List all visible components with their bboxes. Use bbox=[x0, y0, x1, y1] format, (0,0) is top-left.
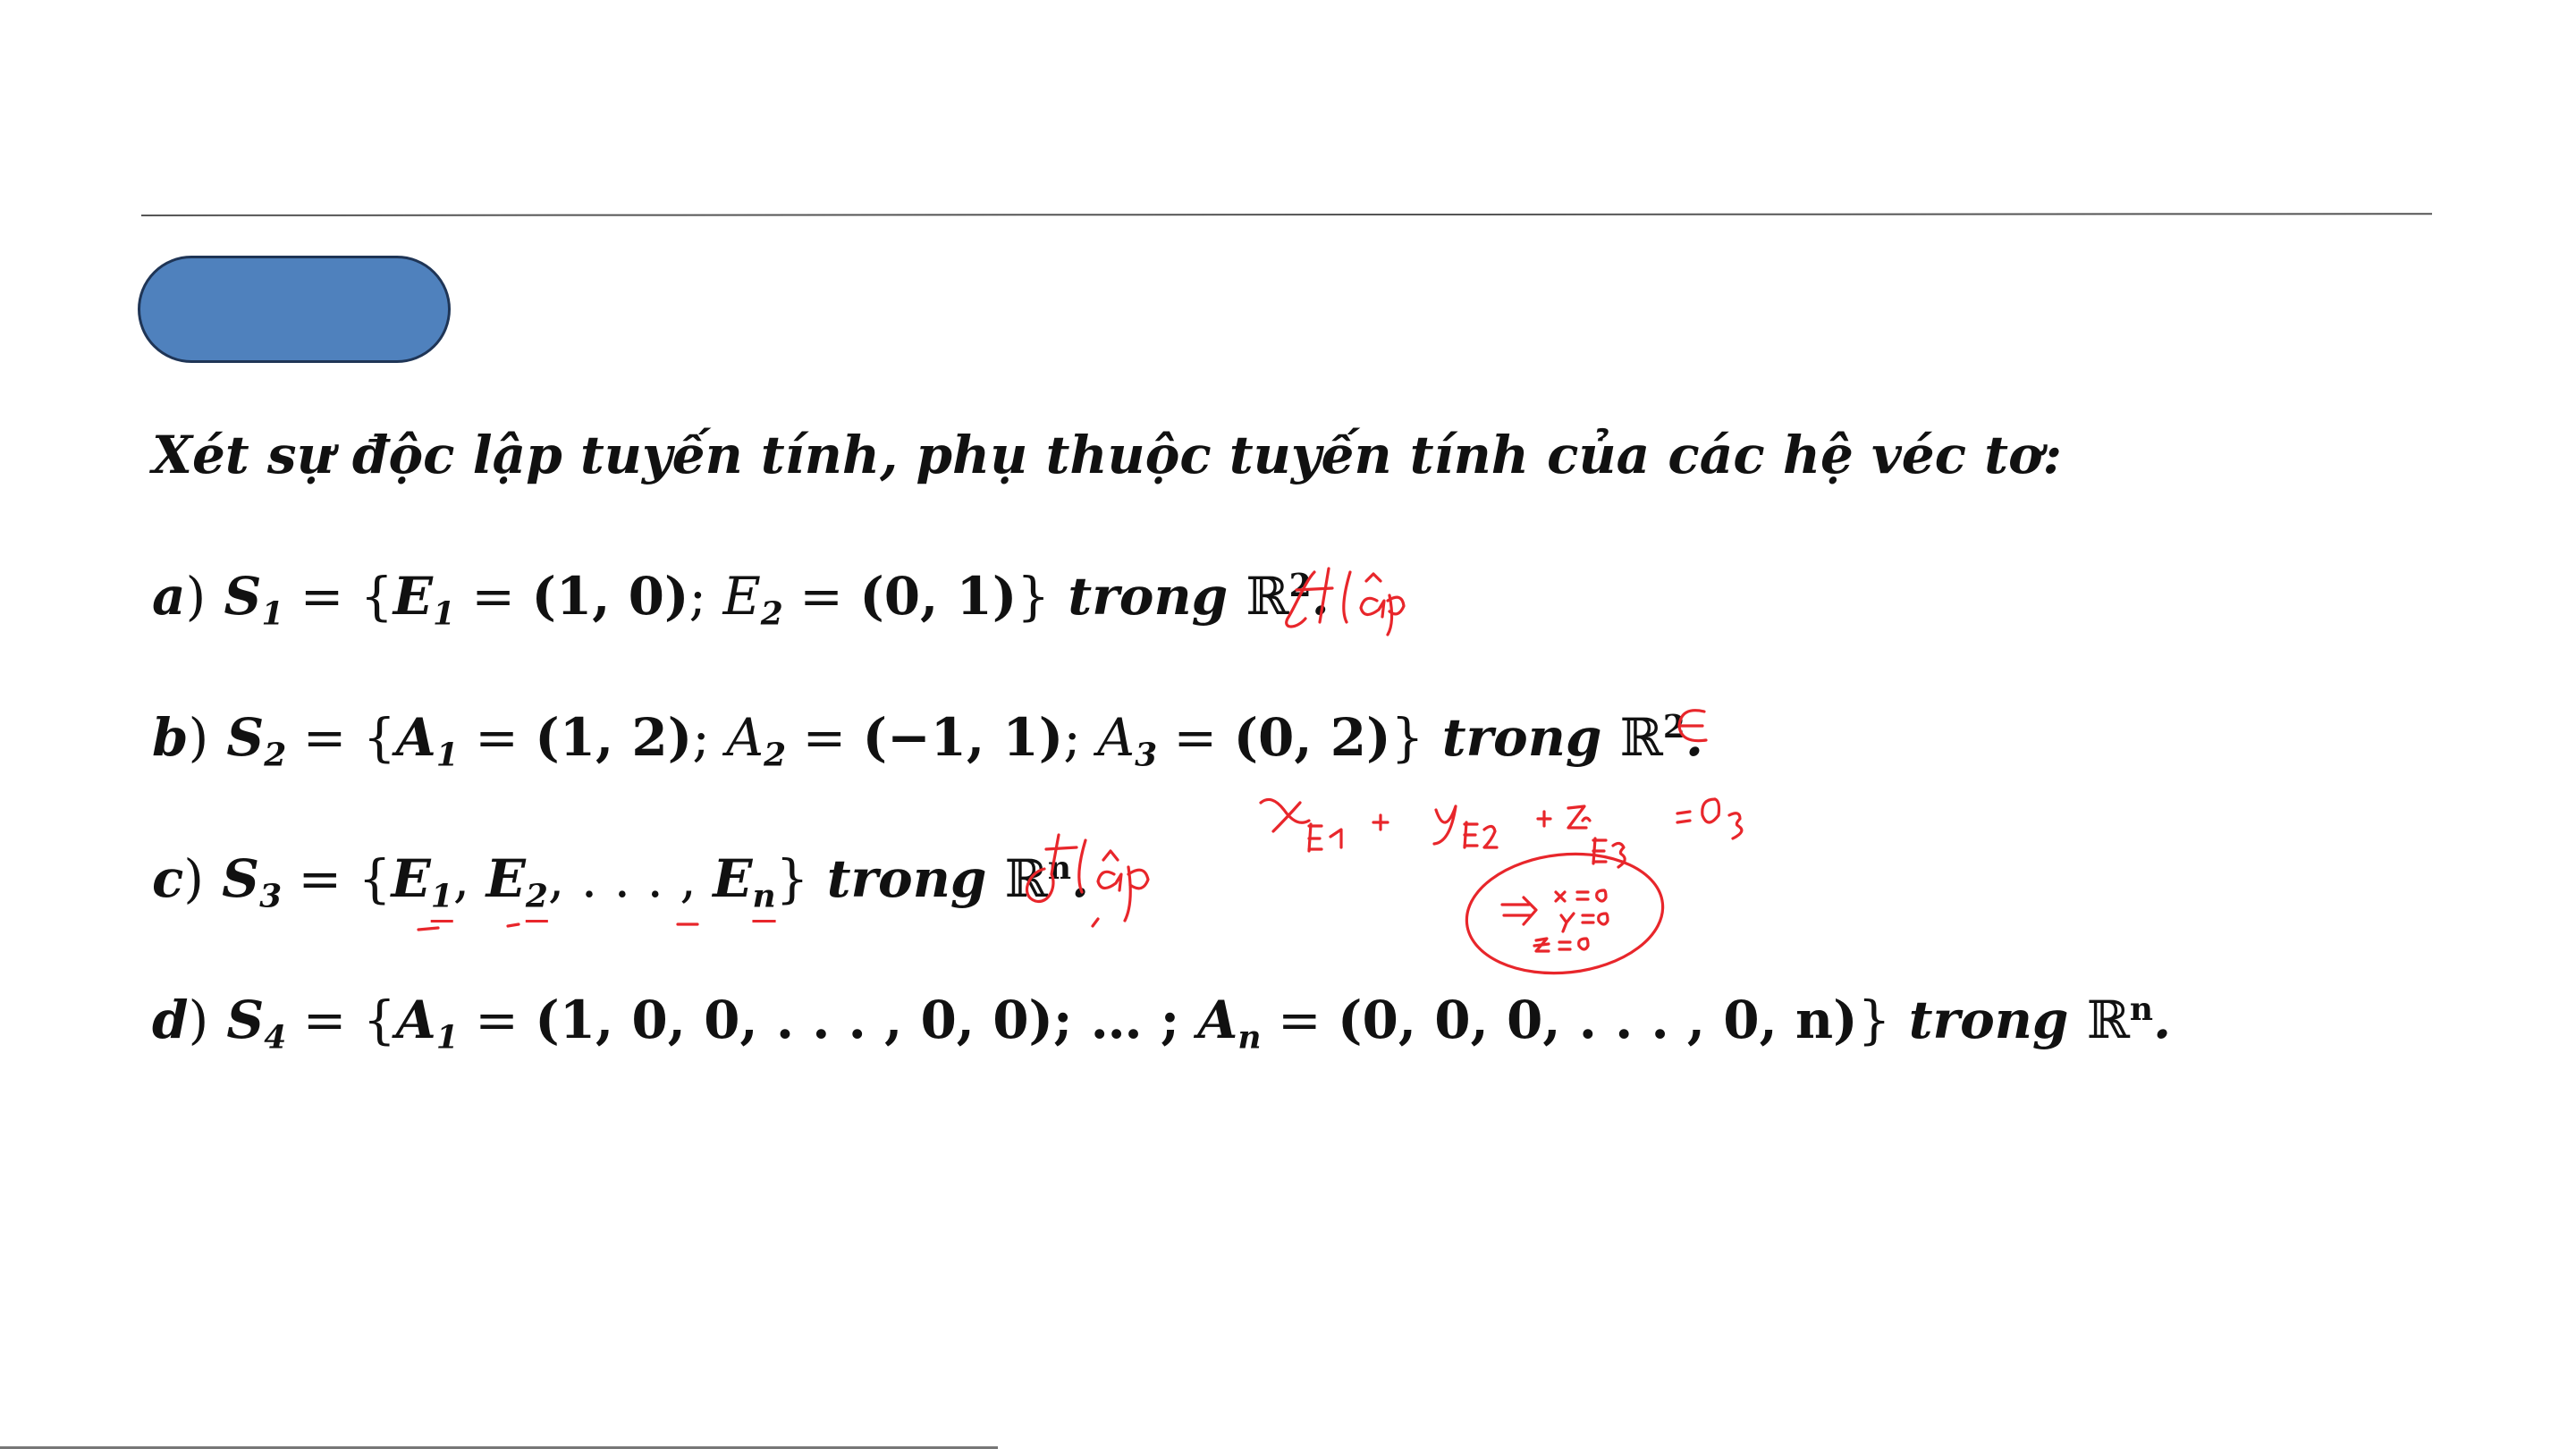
item-b-vector-1: $A_1 = (1$, 2) bbox=[395, 707, 693, 774]
item-b-vector-3: $A_3 = (0$, 2) bbox=[1097, 707, 1391, 774]
exercise-prompt: Xét sự độc lập tuyến tính, phụ thuộc tuyến tính của các hệ véc tơ: bbox=[152, 425, 2063, 485]
item-b-vector-2: $A_2 = (-1$, 1) bbox=[726, 707, 1064, 774]
item-d-vector-1: $A_1 = (1$, 0, 0, . . . , 0, 0) bbox=[395, 990, 1053, 1057]
item-c-vector-2: $E_2$ bbox=[486, 848, 548, 915]
item-a: a) $S_1 = \{E_1 = (1$, 0); $E_2 = (0$, 1)} trong ℝ$^2$. bbox=[152, 566, 1330, 633]
item-d-trong: trong bbox=[1908, 990, 2069, 1050]
item-c-set: $S_3$ bbox=[222, 848, 283, 915]
item-b-trong: trong bbox=[1441, 707, 1602, 768]
item-c-vector-1: $E_1$ bbox=[391, 848, 453, 915]
item-a-letter: a bbox=[152, 566, 186, 627]
item-c-vector-n: $E_n$ bbox=[713, 848, 776, 915]
top-divider bbox=[141, 213, 2432, 216]
item-d-vector-n: $A_n = (0$, 0, 0, . . . , 0, n) bbox=[1197, 990, 1858, 1057]
item-a-vector-1: $E_1 = (1$, 0) bbox=[393, 566, 689, 633]
title-pill-shape bbox=[138, 256, 451, 363]
item-c-letter: c bbox=[152, 848, 184, 909]
item-a-trong: trong bbox=[1068, 566, 1229, 627]
item-d-letter: d bbox=[152, 990, 189, 1050]
item-b-space: ℝ$^2$ bbox=[1619, 707, 1685, 768]
item-a-vector-2: $E_2 = (0$, 1) bbox=[722, 566, 1018, 633]
item-c: c) $S_3 = \{E_1$, $E_2$, . . . , $E_n$} trong ℝ$^n$. bbox=[152, 848, 1090, 915]
item-d-space: ℝ$^n$ bbox=[2086, 990, 2154, 1050]
note-solution-system bbox=[1461, 845, 1669, 982]
item-b-set: $S_2$ bbox=[226, 707, 287, 774]
item-d-set: $S_4$ bbox=[226, 990, 287, 1057]
item-b: b) $S_2 = \{A_1 = (1$, 2); $A_2 = (-1$, 1); $A_3 = (0$, 2)} trong ℝ$^2$. bbox=[152, 707, 1704, 774]
item-c-trong: trong bbox=[826, 848, 987, 909]
item-a-set: $S_1$ bbox=[224, 566, 284, 633]
item-a-space: ℝ$^2$ bbox=[1246, 566, 1312, 627]
note-equation bbox=[1261, 799, 1742, 867]
item-c-space: ℝ$^n$ bbox=[1004, 848, 1072, 909]
note-c-underlines bbox=[418, 924, 697, 930]
item-d: d) $S_4 = \{A_1 = (1$, 0, 0, . . . , 0, 0); … ; $A_n = (0$, 0, 0, . . . , 0, n)} trong ℝ$^n$. bbox=[152, 990, 2172, 1057]
item-b-letter: b bbox=[152, 707, 189, 768]
